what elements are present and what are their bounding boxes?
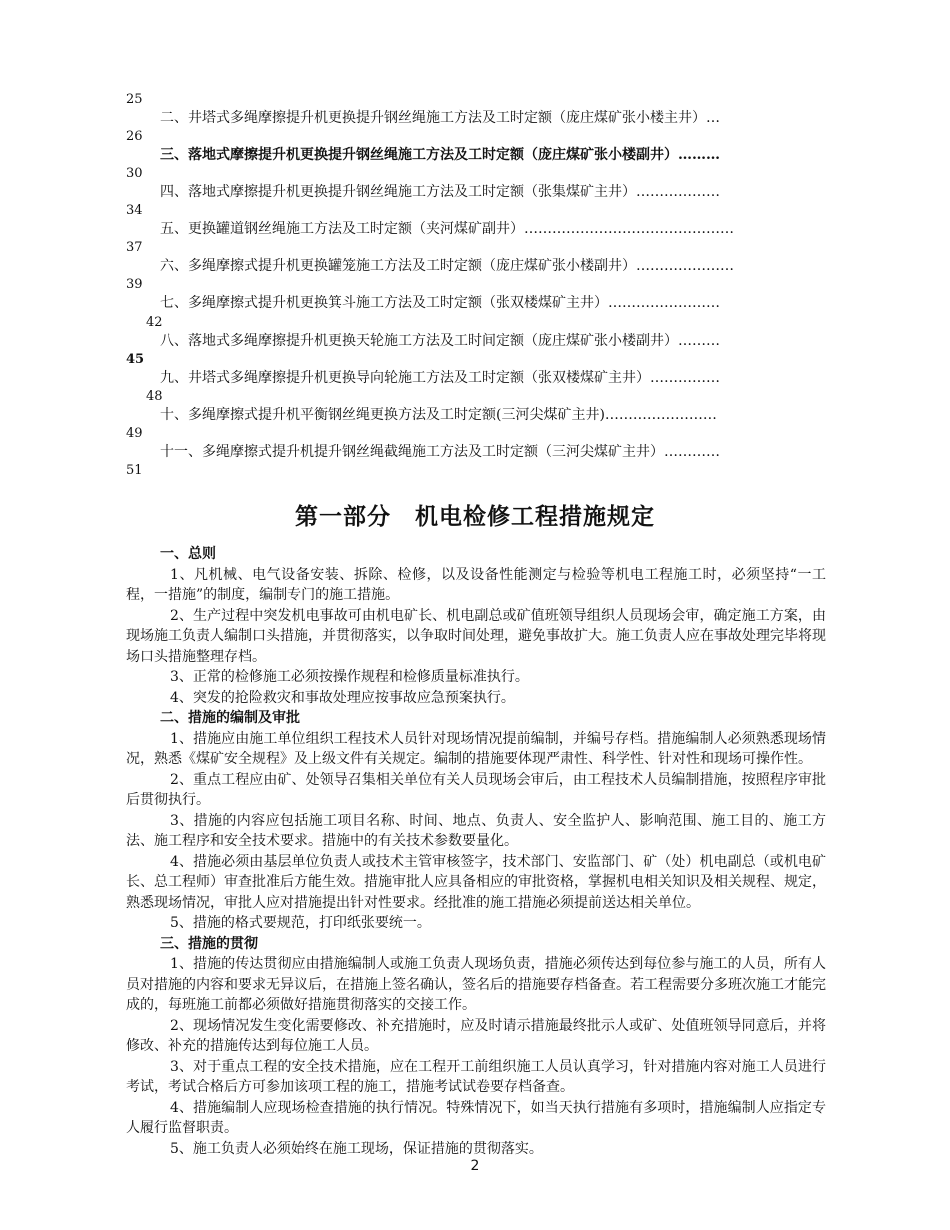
toc-page-number: 39 bbox=[126, 277, 143, 292]
toc-entry[interactable]: 八、落地式多绳摩擦提升机更换天轮施工方法及工时间定额（庞庄煤矿张小楼副井）……… bbox=[160, 333, 720, 349]
toc-page-number: 49 bbox=[126, 426, 143, 441]
paragraph: 2、现场情况发生变化需要修改、补充措施时，应及时请示措施最终批示人或矿、处值班领导同意后，并将修改、补充的措施传达到每位施工人员。 bbox=[126, 1017, 826, 1054]
toc-page-number: 25 bbox=[126, 92, 143, 107]
toc-entry[interactable]: 七、多绳摩擦式提升机更换箕斗施工方法及工时定额（张双楼煤矿主井）…………………… bbox=[160, 295, 720, 311]
toc-entry[interactable]: 十一、多绳摩擦式提升机提升钢丝绳截绳施工方法及工时定额（三河尖煤矿主井）………… bbox=[160, 444, 720, 460]
toc-page-number: 34 bbox=[126, 203, 143, 218]
toc-entry[interactable]: 四、落地式摩擦提升机更换提升钢丝绳施工方法及工时定额（张集煤矿主井）……………… bbox=[160, 184, 720, 200]
paragraph: 3、正常的检修施工必须按操作规程和检修质量标准执行。 bbox=[170, 669, 529, 685]
paragraph: 2、生产过程中突发机电事故可由机电矿长、机电副总或矿值班领导组织人员现场会审，确定施工方案，由现场施工负责人编制口头措施，并贯彻落实，以争取时间处理，避免事故扩大。施工负责人应在事故处理完毕将现场口头措施整理存档。 bbox=[126, 607, 826, 665]
paragraph: 5、措施的格式要规范，打印纸张要统一。 bbox=[170, 915, 431, 931]
toc-entry[interactable]: 三、落地式摩擦提升机更换提升钢丝绳施工方法及工时定额（庞庄煤矿张小楼副井）……… bbox=[160, 147, 720, 163]
toc-page-number: 30 bbox=[126, 166, 143, 181]
paragraph: 3、措施的内容应包括施工项目名称、时间、地点、负责人、安全监护人、影响范围、施工目的、施工方法、施工程序和安全技术要求。措施中的有关技术参数要量化。 bbox=[126, 812, 826, 849]
paragraph: 4、措施编制人应现场检查措施的执行情况。特殊情况下，如当天执行措施有多项时，措施编制人应指定专人履行监督职责。 bbox=[126, 1099, 826, 1136]
paragraph: 1、措施的传达贯彻应由措施编制人或施工负责人现场负责，措施必须传达到每位参与施工的人员，所有人员对措施的内容和要求无异议后，在措施上签名确认，签名后的措施要存档备查。若工程需要分多班次施工才能完成的，每班施工前都必须做好措施贯彻落实的交接工作。 bbox=[126, 956, 826, 1013]
section-heading: 一、总则 bbox=[160, 546, 216, 562]
section-heading: 二、措施的编制及审批 bbox=[160, 710, 300, 726]
toc-entry[interactable]: 二、井塔式多绳摩擦提升机更换提升钢丝绳施工方法及工时定额（庞庄煤矿张小楼主井）… bbox=[160, 110, 720, 126]
toc-page-number: 45 bbox=[126, 352, 145, 367]
toc-page-number: 51 bbox=[126, 463, 143, 478]
paragraph: 5、施工负责人必须始终在施工现场，保证措施的贯彻落实。 bbox=[170, 1140, 543, 1157]
toc-page-number: 48 bbox=[146, 389, 163, 404]
toc-page-number: 37 bbox=[126, 240, 143, 255]
toc-entry[interactable]: 六、多绳摩擦式提升机更换罐笼施工方法及工时定额（庞庄煤矿张小楼副井）………………… bbox=[160, 258, 734, 274]
section-heading: 三、措施的贯彻 bbox=[160, 935, 258, 952]
paragraph: 1、措施应由施工单位组织工程技术人员针对现场情况提前编制，并编号存档。措施编制人必须熟悉现场情况，熟悉《煤矿安全规程》及上级文件有关规定。编制的措施要体现严肃性、科学性、针对性和现场可操作性。 bbox=[126, 730, 826, 767]
toc-entry[interactable]: 九、井塔式多绳摩擦提升机更换导向轮施工方法及工时定额（张双楼煤矿主井）…………… bbox=[160, 370, 720, 386]
paragraph: 1、凡机械、电气设备安装、拆除、检修，以及设备性能测定与检验等机电工程施工时，必须坚持“一工程，一措施”的制度，编制专门的施工措施。 bbox=[126, 566, 826, 603]
toc-entry[interactable]: 十、多绳摩擦式提升机平衡钢丝绳更换方法及工时定额(三河尖煤矿主井)…………………… bbox=[160, 407, 717, 423]
document-body bbox=[126, 544, 826, 1159]
toc-page-number: 42 bbox=[146, 315, 163, 330]
paragraph: 4、措施必须由基层单位负责人或技术主管审核签字，技术部门、安监部门、矿（处）机电副总（或机电矿长、总工程师）审查批准后方能生效。措施审批人应具备相应的审批资格，掌握机电相关知识及相关规程、规定，熟悉现场情况，审批人应对措施提出针对性要求。经批准的施工措施必须提前送达相关单位。 bbox=[126, 853, 826, 911]
toc-entry[interactable]: 五、更换罐道钢丝绳施工方法及工时定额（夹河煤矿副井）……………………………………… bbox=[160, 221, 734, 237]
part-title: 第一部分 机电检修工程措施规定 bbox=[295, 504, 655, 530]
page-number: 2 bbox=[470, 1158, 480, 1174]
paragraph: 3、对于重点工程的安全技术措施，应在工程开工前组织施工人员认真学习，针对措施内容对施工人员进行考试，考试合格后方可参加该项工程的施工，措施考试试卷要存档备查。 bbox=[126, 1058, 826, 1095]
paragraph: 4、突发的抢险救灾和事故处理应按事故应急预案执行。 bbox=[170, 689, 515, 706]
paragraph: 2、重点工程应由矿、处领导召集相关单位有关人员现场会审后，由工程技术人员编制措施，按照程序审批后贯彻执行。 bbox=[126, 771, 826, 808]
toc-page-number: 26 bbox=[126, 129, 143, 144]
